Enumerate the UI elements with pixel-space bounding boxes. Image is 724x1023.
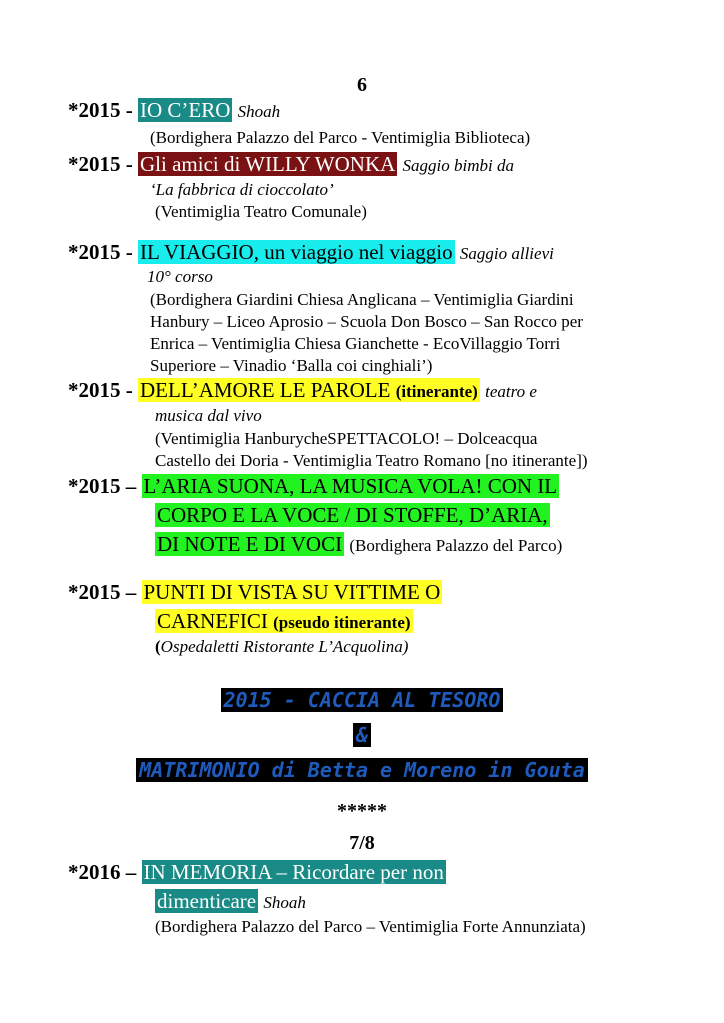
entry-title-line: CORPO E LA VOCE / DI STOFFE, D’ARIA, — [157, 503, 548, 527]
entry-place-line: Hanbury – Liceo Aprosio – Scuola Don Bosco – San Rocco per — [150, 312, 583, 331]
entry-title-line: L’ARIA SUONA, LA MUSICA VOLA! CON IL — [143, 474, 558, 498]
entry-year: *2015 - — [68, 240, 138, 264]
entry-title-line: IN MEMORIA – Ricordare per non — [143, 860, 444, 884]
entry-in-memoria — [68, 860, 446, 885]
entry-title: IO C’ERO — [140, 98, 231, 122]
entry-place-line: Superiore – Vinadio ‘Balla coi cinghiali’) — [150, 356, 433, 375]
entry-place: (Bordighera Palazzo del Parco) — [349, 536, 563, 555]
entry-place-line: Enrica – Ventimiglia Chiesa Gianchette - EcoVillaggio Torri — [150, 334, 561, 353]
entry-year: *2015 – — [68, 580, 142, 604]
entry-note: (pseudo itinerante) — [273, 613, 411, 632]
entry-tag-line2: musica dal vivo — [155, 406, 262, 425]
entry-title-line: dimenticare Shoah — [157, 889, 306, 913]
entry-year: *2016 – — [68, 860, 142, 884]
entry-year: *2015 - — [68, 98, 138, 122]
entry-title: Gli amici di WILLY WONKA — [140, 152, 396, 176]
entry-title-line: CARNEFICI (pseudo itinerante) — [157, 609, 411, 633]
page-number-6: 6 — [357, 74, 367, 96]
separator: ***** — [337, 800, 387, 822]
page-number-7-8: 7/8 — [349, 832, 375, 854]
entry-title-line: DI NOTE E DI VOCI (Bordighera Palazzo del Parco) — [157, 532, 563, 556]
entry-tag-line2: 10° corso — [147, 267, 213, 286]
entry-year: *2015 - — [68, 378, 138, 402]
entry-place-line: (Bordighera Giardini Chiesa Anglicana – Ventimiglia Giardini — [150, 290, 574, 309]
entry-dellamore — [68, 378, 537, 403]
entry-note: (itinerante) — [395, 382, 478, 401]
entry-title: DELL’AMORE LE PAROLE (itinerante) — [140, 378, 478, 402]
entry-tag-line2: ‘La fabbrica di cioccolato’ — [150, 180, 334, 199]
entry-title-line: PUNTI DI VISTA SU VITTIME O — [143, 580, 441, 604]
entry-io-cero — [68, 98, 280, 123]
entry-place: (Bordighera Palazzo del Parco - Ventimiglia Biblioteca) — [150, 128, 531, 147]
entry-place: (Ventimiglia Teatro Comunale) — [155, 202, 367, 221]
entry-place-line: Castello dei Doria - Ventimiglia Teatro Romano [no itinerante]) — [155, 451, 588, 470]
entry-tag: Saggio allievi — [459, 244, 554, 263]
entry-tag: Shoah — [237, 102, 281, 121]
entry-place: (Ospedaletti Ristorante L’Acquolina) — [155, 637, 409, 656]
banner-line-3: MATRIMONIO di Betta e Moreno in Gouta — [0, 758, 724, 782]
banner-line-1: 2015 - CACCIA AL TESORO — [0, 688, 724, 712]
entry-tag: teatro e — [485, 382, 537, 401]
entry-place-line: (Ventimiglia HanburycheSPETTACOLO! – Dolceacqua — [155, 429, 538, 448]
entry-title: IL VIAGGIO, un viaggio nel viaggio — [140, 240, 453, 264]
entry-year: *2015 - — [68, 152, 138, 176]
entry-tag: Shoah — [263, 893, 306, 912]
entry-il-viaggio — [68, 240, 554, 265]
entry-place: (Bordighera Palazzo del Parco – Ventimiglia Forte Annunziata) — [155, 917, 586, 936]
entry-laria-suona — [68, 474, 559, 499]
entry-willy-wonka — [68, 152, 514, 177]
banner-line-2: & — [0, 723, 724, 747]
entry-punti-di-vista — [68, 580, 442, 605]
entry-tag: Saggio bimbi da — [402, 156, 514, 175]
entry-year: *2015 – — [68, 474, 142, 498]
